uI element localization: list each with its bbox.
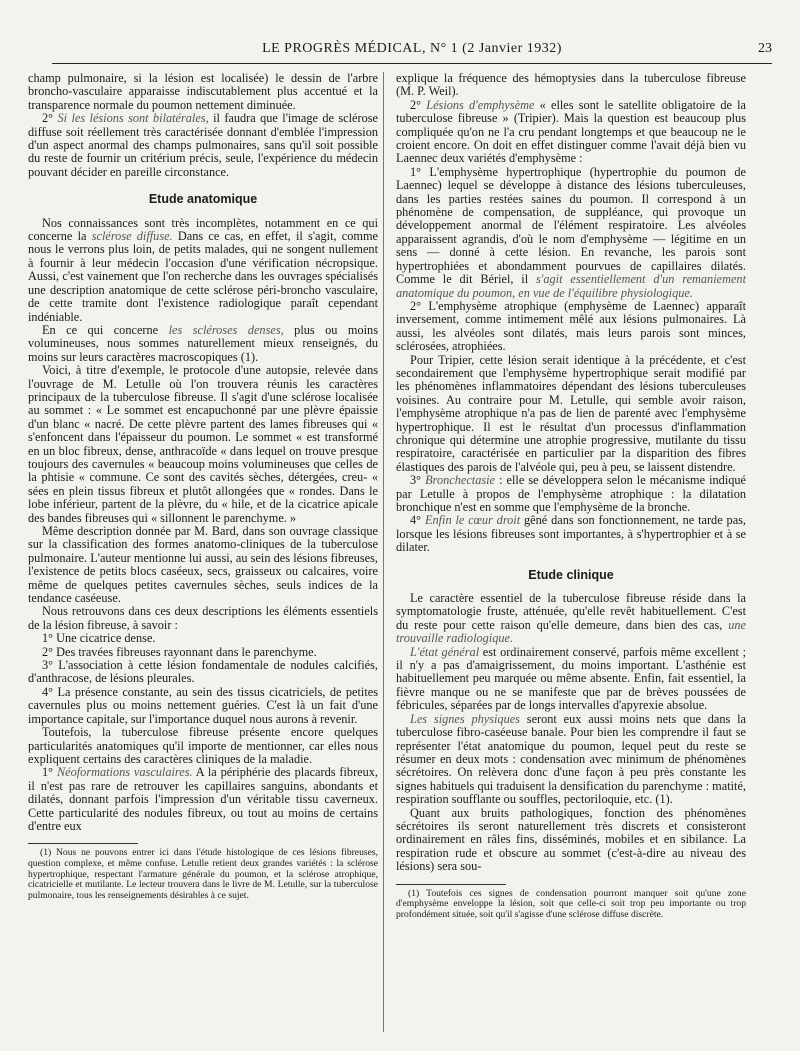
footnote-text: (1) Nous ne pouvons entrer ici dans l'étude histologique de ces lésions fibreuses, question complexe, et même confuse. Letulle retient deux grandes variétés : la sclérose hypertrophique, respectant l'armature générale du poumon, et la sclérose atrophique, cicatricielle et mutilante. Le lecteur trouvera dans le livre de M. Letulle, sur la tuberculose pulmonaire, tous les renseignements désirables à ce sujet. (28, 847, 378, 901)
paragraph: 2° Si les lésions sont bilatérales, il faudra que l'image de sclérose diffuse soit réellement très caractérisée donnant d'emblée l'impression d'un aspect anormal des champs pulmonaires, sans qu'il soit possible du reste de fournir un critérium précis, seule, l'expérience du médecin pouvant décider en pareille circonstance. (28, 111, 378, 179)
paragraph: Nous retrouvons dans ces deux descriptions les éléments essentiels de la lésion fibreuse, à savoir : (28, 604, 378, 632)
paragraph: 1° Néoformations vasculaires. A la périphérie des placards fibreux, il n'est pas rare de retrouver les capillaires sanguins, abondants et dilatés, donnant parfois l'impression d'un véritable tissu caverneux. Cette particularité des nodules fibreux, ou tout au moins de certains d'entre eux (28, 765, 378, 833)
paragraph: Les signes physiques seront eux aussi moins nets que dans la tuberculose fibro-caséeuse banale. Pour bien les comprendre il faut se représenter l'état anatomique du poumon, lequel peut du reste se résumer en deux mots : condensation avec minimum de phénomènes sécrétoires. On relèvera donc d'une façon à peu près constante les signes habituels qui traduisent la densification du parenchyme : matité, respiration soufflante ou souffles, pectoriloquie, etc. (1). (396, 711, 746, 807)
list-item: 2° Des travées fibreuses rayonnant dans le parenchyme. (42, 644, 317, 659)
paragraph: 1° L'emphysème hypertrophique (hypertrophie du poumon de Laennec) lequel se développe à distance des lésions tuberculeuses, dans les parties restées saines du poumon. Il correspond à un phénomène de compensation, de suppléance, qui provoque un développement anormal de l'élément respiratoire. Les alvéoles apparaissent agrandis, d'où le nom d'emphysème — légitime en un sens — donné à cette lésion. En revanche, les parois sont hypertrophiées et abondamment pourvues de capillaires dilatés. Comme le dit Bériel, il s'agit essentiellement d'un remaniement anatomique du poumon, en vue de l'équilibre physiologique. (396, 164, 746, 300)
footnote (396, 889, 746, 921)
list-item: 1° Une cicatrice dense. (42, 631, 156, 646)
paragraph: champ pulmonaire, si la lésion est localisée) le dessin de l'arbre broncho-vasculaire apparaisse indiscutablement plus accentué et la transparence normale du poumon nettement diminuée. (28, 71, 378, 112)
footnote-text: (1) Toutefois ces signes de condensation pourront manquer soit qu'une zone d'emphysème enveloppe la lésion, soit que celle-ci soit trop peu importante ou trop profondément située, soit qu'il s'agisse d'une sclérose diffuse discrète. (396, 887, 746, 920)
paragraph: 2° L'emphysème atrophique (emphysème de Laennec) apparaît inversement, comme intimement mêlé aux lésions pulmonaires. Là aussi, les alvéoles sont dilatés, mais leurs parois sont minces, sclérosées, atrophiées. (396, 298, 746, 354)
paragraph: Nos connaissances sont très incomplètes, notamment en ce qui concerne la sclérose diffuse. Dans ce cas, en effet, il s'agit, comme nous le verrons plus loin, de petits malades, qui ne songent nullement à fournir à leur médecin l'occasion d'une vérification nécropsique. Aussi, c'est vainement que l'on recherche dans les ouvrages spécialisés une description anatomique de cette sclérose péri-broncho vasculaire, de cette tramite dont l'existence radiologique paraît cependant indéniable. (28, 215, 378, 324)
section-heading: Etude anatomique (148, 192, 258, 207)
journal-title: LE PROGRÈS MÉDICAL, N° 1 (2 Janvier 1932) (262, 41, 562, 56)
page-number: 23 (758, 41, 772, 56)
footnote-rule (396, 884, 506, 885)
paragraph: Voici, à titre d'exemple, le protocole d'une autopsie, relevée dans l'ouvrage de M. Letulle où l'on trouvera réunis les caractères principaux de la tuberculose fibreuse. Il s'agit d'une sclérose localisée au sommet : « Le sommet est encapuchonné par une plèvre épaissie d'un blanc « nacré. De cette plèvre partent des lames fibreuses qui « s'enfoncent dans l'épaisseur du poumon. Le sommet « est transformé en un bloc fibreux, dense, anthracoïde « dans lequel on trouve presque toujours des cavernules « beaucoup moins volumineuses que celles de la phtisie « commune. Ce sont des cavités sèches, détergées, creu- « sées en plein tissus fibreux et plutôt allongées que « rondes. Dans le lobe inférieur, partent de la plèvre, du « hile, et de la cicatrice apicale des bandes fibreuses qui « sillonnent le parenchyme. » (28, 363, 378, 525)
footnote-rule (28, 843, 138, 844)
footnote (28, 848, 378, 901)
paragraph: Toutefois, la tuberculose fibreuse présente encore quelques particularités anatomiques qu'il importe de mentionner, car elles nous expliquent certains des caractères cliniques de la maladie. (28, 725, 378, 766)
paragraph: Quant aux bruits pathologiques, fonction des phénomènes sécrétoires ils seront naturellement très discrets et consisteront ordinairement en râles fins, disséminés, mobiles et en sibilance. La respiration rude et obscure au sommet (c'est-à-dire au niveau des lésions) sera sou- (396, 805, 746, 874)
paragraph: En ce qui concerne les scléroses denses, plus ou moins volumineuses, nous sommes naturellement mieux renseignés, du moins sur leurs caractères macroscopiques (1). (28, 322, 378, 364)
list-item: 4° La présence constante, au sein des tissus cicatriciels, de petites cavernules plus ou moins nettement guéries. C'est là un fait d'une importance capitale, sur l'importance duquel nous aurons à revenir. (28, 684, 378, 726)
list-item: 3° L'association à cette lésion fondamentale de nodules calcifiés, d'anthracose, de lésions pleurales. (28, 658, 378, 686)
paragraph: Même description donnée par M. Bard, dans son ouvrage classique sur la classification des formes anatomo-cliniques de la tuberculose pulmonaire. L'auteur mentionne lui aussi, au sein des lésions fibreuses, l'existence de petits blocs caséeux, secs, graisseux ou calcaires, voire même de quelques petites cavernules sèches, seuls indices de la tendance caséeuse. (28, 524, 378, 606)
paragraph: 4° Enfin le cœur droit gêné dans son fonctionnement, ne tarde pas, lorsque les lésions fibreuses sont importantes, à s'hypertrophier et à se dilater. (396, 513, 747, 555)
paragraph: L'état général est ordinairement conservé, parfois même excellent ; il n'y a pas d'amaigrissement, du moins important. L'asthénie est habituellement peu marquée ou même absente. Enfin, fait essentiel, la fièvre manque ou ne se manifeste que par de brèves poussées de fébricules, séparées par de longs intervalles d'apyrexie absolue. (396, 644, 747, 713)
right-column (396, 72, 746, 920)
paragraph: explique la fréquence des hémoptysies dans la tuberculose fibreuse (M. P. Weil). (396, 71, 746, 99)
paragraph: 2° Lésions d'emphysème « elles sont le satellite obligatoire de la tuberculose fibreuse » (Tripier). Mais la question est beaucoup plus compliquée qu'on ne l'a cru pendant longtemps et que beaucoup ne le croient encore. On doit en effet distinguer comme l'avait déjà bien vu Laennec deux variétés d'emphysème : (396, 97, 746, 166)
paragraph: 3° Bronchectasie : elle se développera selon le mécanisme indiqué par Letulle à propos de l'emphysème atrophique : la dilatation bronchique n'est en somme que l'emphysème de la bronche. (396, 473, 746, 514)
paragraph: Pour Tripier, cette lésion serait identique à la précédente, et c'est secondairement que l'emphysème hypertrophique serait modifié par les phénomènes inflammatoires dépendant des lésions tuberculeuses voisines. Au contraire pour M. Letulle, qui semble avoir raison, l'emphysème atrophique n'a pas de lien de parenté avec l'emphysème hypertrophique. Il est le résultat d'un processus d'inflammation chronique qui détermine une atrophie progressive, mutilante du tissu respiratoire, caractérisée en particulier par la disparition des fibres élastiques des parois de l'alvéole qui, peu à peu, se laissent distendre. (396, 352, 746, 474)
column-divider (383, 72, 384, 1032)
running-header (52, 39, 772, 64)
paragraph: Le caractère essentiel de la tuberculose fibreuse réside dans la symptomatologie fruste, atténuée, qu'elle revêt habituellement. C'est du reste pour cette raison qu'elle demeure, dans bien des cas, une trouvaille radiologique. (396, 591, 746, 646)
left-column (28, 72, 378, 901)
section-heading: Etude clinique (528, 567, 614, 582)
